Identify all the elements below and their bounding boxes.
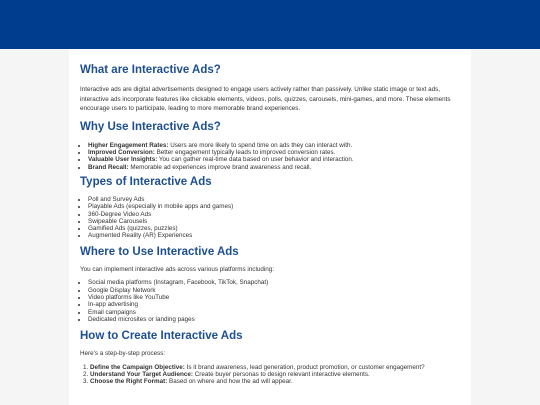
list-item-text: Users are more likely to spend time on ads they can interact with. <box>168 141 353 149</box>
list-item: • Email campaigns <box>88 309 460 316</box>
top-header-bar <box>0 0 540 49</box>
list-item-term: Choose the Right Format: <box>90 378 168 386</box>
list-item <box>88 164 460 171</box>
heading-where-to-use-interactive-ads: Where to Use Interactive Ads <box>80 245 239 258</box>
list-how-steps <box>80 364 460 386</box>
list-item: • Playable Ads (especially in mobile apps and games) <box>88 203 460 210</box>
list-why <box>80 142 460 171</box>
list-item <box>88 156 460 163</box>
list-item: • Augmented Reality (AR) Experiences <box>88 232 460 239</box>
list-item <box>88 142 460 149</box>
list-item: • Social media platforms (Instagram, Facebook, TikTok, Snapchat) <box>88 279 460 286</box>
list-item: • Swipeable Carousels <box>88 218 460 225</box>
list-item <box>90 378 460 385</box>
list-item-term: Valuable User Insights: <box>88 156 158 164</box>
list-item <box>88 149 460 156</box>
list-item-term: Define the Campaign Objective: <box>90 363 185 371</box>
list-item-text: Better engagement typically leads to improved conversion rates. <box>154 149 336 157</box>
article-content <box>69 49 471 405</box>
heading-what-are-interactive-ads: What are Interactive Ads? <box>80 64 221 76</box>
list-item <box>90 364 460 371</box>
list-item: • Dedicated microsites or landing pages <box>88 316 460 323</box>
list-item: • Poll and Survey Ads <box>88 196 460 203</box>
list-types <box>80 196 460 240</box>
list-item: • Video platforms like YouTube <box>88 294 460 301</box>
paragraph-what: Interactive ads are digital advertisements designed to engage users actively rather than passively. Unlike static image or text ads, interactive ads incorporate features like clickable elements, videos, polls, quizzes, carousels, mini-games, and more. These elements encourage users to participate, leading to more memorable brand experiences. <box>80 86 451 113</box>
list-where <box>80 279 460 323</box>
list-item: • In-app advertising <box>88 301 460 308</box>
heading-how-to-create-interactive-ads: How to Create Interactive Ads <box>80 330 243 343</box>
list-item-text: Based on where and how the ad will appear. <box>167 378 293 386</box>
list-item-text: Memorable ad experiences improve brand awareness and recall. <box>128 163 312 171</box>
heading-why-use-interactive-ads: Why Use Interactive Ads? <box>80 120 221 133</box>
list-item <box>90 371 460 378</box>
list-item-text: Create buyer personas to design relevant interactive elements. <box>192 371 370 379</box>
paragraph-where-intro: You can implement interactive ads across various platforms including: <box>80 265 275 273</box>
list-item: • 360-Degree Video Ads <box>88 211 460 218</box>
paragraph-how-intro: Here's a step-by-step process: <box>80 350 166 358</box>
heading-types-of-interactive-ads: Types of Interactive Ads <box>80 175 212 188</box>
list-item-term: Understand Your Target Audience: <box>90 371 193 379</box>
list-item: • Gamified Ads (quizzes, puzzles) <box>88 225 460 232</box>
list-item-term: Improved Conversion: <box>88 149 155 157</box>
list-item-text: Is it brand awareness, lead generation, product promotion, or customer engagement? <box>184 363 425 371</box>
list-item: • Google Display Network <box>88 287 460 294</box>
list-item-text: You can gather real-time data based on user behavior and interaction. <box>157 156 354 164</box>
list-item-term: Higher Engagement Rates: <box>88 141 169 149</box>
list-item-term: Brand Recall: <box>88 163 129 171</box>
